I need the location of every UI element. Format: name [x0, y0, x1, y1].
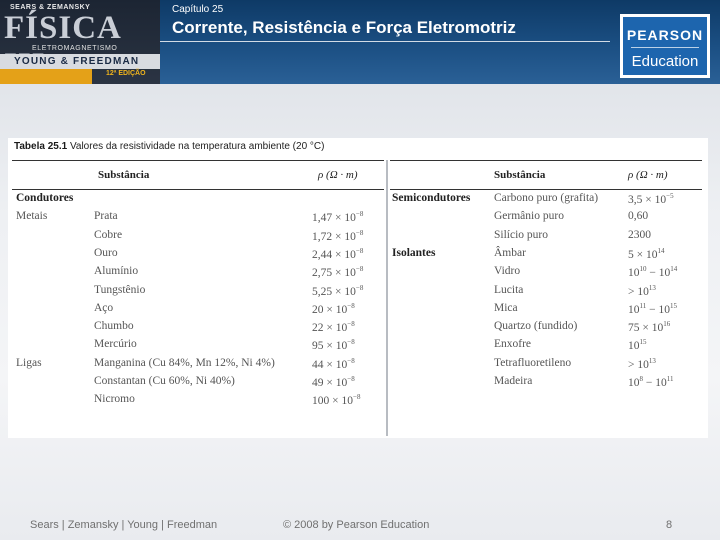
- table-row: [390, 375, 702, 393]
- book-cover-logo: [0, 0, 160, 84]
- header-divider: [160, 41, 610, 42]
- resistivity-value: $20 \times 10^{-8}$: [312, 301, 355, 316]
- footer-authors: Sears | Zemansky | Young | Freedman: [30, 519, 218, 531]
- resistivity-value: > $10^{13}$: [628, 283, 656, 298]
- col-header-resistivity: ρ (Ω · m): [628, 169, 668, 181]
- resistivity-value: $10^{10} - 10^{14}$: [628, 265, 678, 280]
- resistivity-value: $10^8 - 10^{11}$: [628, 375, 674, 389]
- table-label: Tabela 25.1: [14, 141, 68, 152]
- chapter-label: Capítulo 25: [172, 4, 224, 15]
- resistivity-value: 2300: [628, 228, 651, 241]
- group-label-text: Condutores: [16, 192, 74, 204]
- conductors-column: [12, 160, 384, 436]
- pearson-logo-line1: PEARSON: [626, 27, 704, 43]
- table-row: [12, 357, 384, 375]
- table-header-row: [12, 160, 384, 190]
- table-row: [12, 320, 384, 338]
- resistivity-value: $3,5 \times 10^{-5}$: [628, 192, 674, 206]
- resistivity-value: $100 \times 10^{-8}$: [312, 393, 361, 408]
- logo-orange-strip: [0, 69, 92, 84]
- resistivity-value: $5,25 \times 10^{-8}$: [312, 283, 364, 298]
- substance-name: Mica: [494, 301, 518, 314]
- resistivity-value: 0,60: [628, 210, 649, 223]
- resistivity-value: $2,44 \times 10^{-8}$: [312, 246, 364, 261]
- table-row: [12, 393, 384, 411]
- table-row: [12, 284, 384, 302]
- logo-names: YOUNG & FREEDMAN: [14, 56, 140, 67]
- table-row: [12, 229, 384, 247]
- table-row: [390, 210, 702, 228]
- group-label: [390, 192, 702, 210]
- table-caption-text: Valores da resistividade na temperatura ambiente (20 °C): [69, 141, 325, 152]
- column-divider: [386, 160, 388, 436]
- substance-name: Prata: [94, 210, 118, 223]
- resistivity-value: $75 \times 10^{16}$: [628, 320, 671, 334]
- substance-name: Mercúrio: [94, 338, 137, 351]
- row-category: Metais: [16, 210, 48, 223]
- footer-copyright: © 2008 by Pearson Education: [283, 519, 430, 531]
- resistivity-value: $95 \times 10^{-8}$: [312, 338, 355, 353]
- substance-name: Silício puro: [494, 228, 548, 241]
- table-row: [12, 302, 384, 320]
- resistivity-value: $22 \times 10^{-8}$: [312, 320, 355, 334]
- table-row: [390, 338, 702, 356]
- resistivity-value: $10^{11} - 10^{15}$: [628, 301, 677, 316]
- row-category: Ligas: [16, 356, 42, 369]
- table-row: [390, 265, 702, 283]
- substance-name: Vidro: [494, 265, 521, 278]
- resistivity-value: $49 \times 10^{-8}$: [312, 375, 355, 389]
- logo-authors: SEARS & ZEMANSKY: [10, 4, 91, 11]
- substance-name: Aço: [94, 301, 114, 314]
- col-header-substance: Substância: [98, 169, 150, 181]
- header-bar: [0, 0, 720, 84]
- logo-subtitle: ELETROMAGNETISMO: [32, 45, 118, 52]
- group-label-text: Isolantes: [392, 246, 436, 259]
- page-number: 8: [666, 519, 673, 531]
- table-row: [12, 210, 384, 228]
- substance-name: Âmbar: [494, 246, 526, 259]
- resistivity-value: $44 \times 10^{-8}$: [312, 356, 355, 371]
- col-header-substance: Substância: [494, 169, 546, 181]
- substance-name: Madeira: [494, 375, 533, 387]
- table-row: [390, 320, 702, 338]
- table-header-row: [390, 160, 702, 190]
- substance-name: Enxofre: [494, 338, 532, 351]
- table-row: [12, 265, 384, 283]
- table-row: [12, 375, 384, 393]
- semiconductors-insulators-column: [390, 160, 702, 436]
- pearson-logo-divider: [631, 47, 699, 48]
- substance-name: Tungstênio: [94, 283, 146, 296]
- group-label: [390, 247, 702, 265]
- pearson-logo-line2: Education: [631, 53, 699, 70]
- logo-edition: 12ª EDIÇÃO: [106, 70, 146, 77]
- substance-name: Nicromo: [94, 393, 135, 406]
- slide-title: Corrente, Resistência e Força Eletromotriz: [172, 18, 516, 37]
- group-label-text: Semicondutores: [392, 192, 471, 204]
- substance-name: Quartzo (fundido): [494, 320, 578, 333]
- substance-name: Germânio puro: [494, 210, 564, 223]
- group-label-conductors: [12, 192, 384, 210]
- table-row: [390, 357, 702, 375]
- col-header-resistivity: ρ (Ω · m): [318, 169, 358, 181]
- pearson-education-logo: [620, 14, 710, 78]
- resistivity-value: $2,75 \times 10^{-8}$: [312, 265, 364, 280]
- substance-name: Lucita: [494, 283, 524, 296]
- table-row: [12, 338, 384, 356]
- resistivity-value: $1,47 \times 10^{-8}$: [312, 210, 364, 225]
- substance-name: Cobre: [94, 228, 123, 241]
- substance-name: Chumbo: [94, 320, 134, 333]
- substance-name: Carbono puro (grafita): [494, 192, 599, 204]
- table-row: [390, 229, 702, 247]
- table-caption: [14, 141, 324, 152]
- resistivity-table: [8, 138, 708, 438]
- substance-name: Tetrafluoretileno: [494, 356, 572, 369]
- resistivity-value: $5 \times 10^{14}$: [628, 246, 665, 261]
- substance-name: Constantan (Cu 60%, Ni 40%): [94, 375, 235, 387]
- substance-name: Manganina (Cu 84%, Mn 12%, Ni 4%): [94, 356, 275, 369]
- substance-name: Ouro: [94, 246, 118, 259]
- resistivity-value: $1,72 \times 10^{-8}$: [312, 228, 364, 243]
- resistivity-value: > $10^{13}$: [628, 356, 656, 371]
- substance-name: Alumínio: [94, 265, 139, 278]
- resistivity-value: $10^{15}$: [628, 338, 647, 353]
- logo-title: FÍSICA: [4, 10, 121, 46]
- table-row: [12, 247, 384, 265]
- table-row: [390, 284, 702, 302]
- table-row: [390, 302, 702, 320]
